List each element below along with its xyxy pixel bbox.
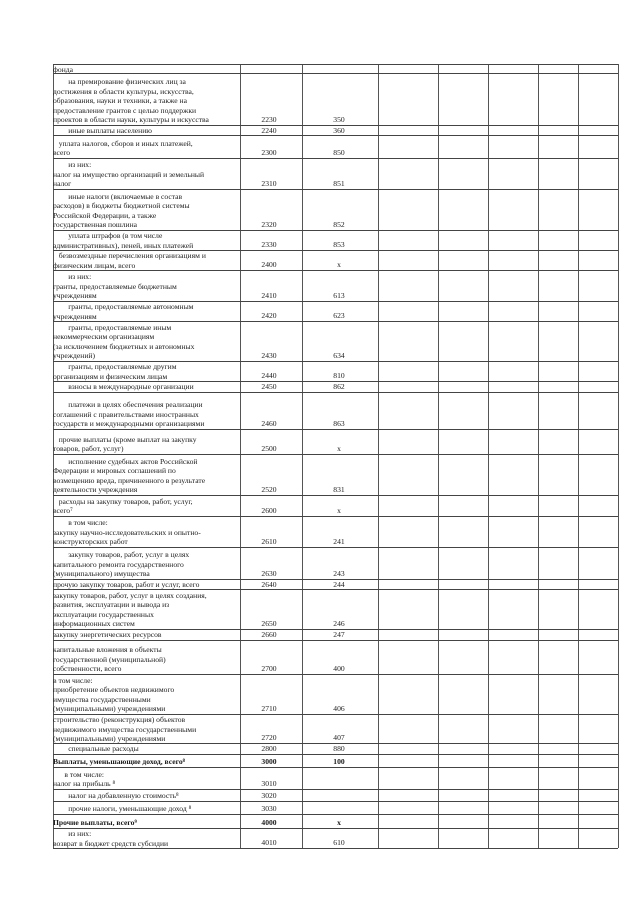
row-kbk-code: 862	[333, 382, 345, 391]
row-label	[53, 382, 239, 392]
row-kbk-code: 246	[333, 619, 345, 628]
row-code: 3020	[261, 791, 277, 800]
row-label	[53, 676, 239, 714]
row-kbk-code: 850	[333, 148, 345, 157]
table-row	[53, 454, 618, 495]
row-kbk-code: 610	[333, 838, 345, 847]
table-row	[53, 516, 618, 547]
row-code: 3000	[261, 757, 277, 766]
row-kbk-code: x	[337, 444, 341, 453]
row-label-line: налог	[53, 179, 72, 189]
row-label-line: платежи в целях обеспечения реализации	[53, 400, 203, 410]
row-label	[53, 400, 239, 429]
table-row	[53, 429, 618, 454]
row-code: 2600	[261, 506, 277, 515]
row-label-line: прочую закупку товаров, работ и услуг, всего	[53, 580, 200, 589]
row-kbk-code: 852	[333, 220, 345, 229]
row-code: 2450	[261, 382, 277, 391]
table-row	[53, 230, 618, 250]
row-label-line: расходов) в бюджеты бюджетной системы	[53, 201, 190, 211]
row-label-line: собственности, всего	[53, 664, 122, 674]
row-label-line: закупку энергетических ресурсов	[53, 630, 162, 640]
row-label-line: государственной (муниципальной)	[53, 654, 166, 664]
row-label-line: закупку товаров, работ, услуг в целях создания,	[53, 590, 207, 600]
row-label-line: (муниципального) имущества	[53, 569, 150, 579]
row-label-line: (муниципальными) учреждениями	[53, 704, 166, 714]
row-code: 2500	[261, 444, 277, 453]
table-row	[53, 158, 618, 189]
row-label	[53, 323, 239, 361]
row-label-line: административных), пеней, иных платежей	[53, 240, 194, 250]
row-label-line: уплата штрафов (в том числе	[53, 231, 163, 240]
row-label	[53, 804, 239, 814]
row-label	[53, 715, 239, 744]
table-row	[53, 381, 618, 392]
row-kbk-code: 853	[333, 240, 345, 249]
table-row	[53, 250, 618, 270]
row-label-line: исполнение судебных актов Российской	[53, 456, 198, 466]
row-label	[53, 192, 239, 230]
row-label-line: приобретение объектов недвижимого	[53, 685, 175, 695]
table-row	[53, 547, 618, 579]
row-label-line: деятельности учреждения	[53, 485, 138, 495]
table-row	[53, 801, 618, 814]
row-kbk-code: 243	[333, 569, 345, 578]
row-code: 2720	[261, 733, 277, 742]
row-label	[53, 791, 239, 801]
row-label-line: конструкторских работ	[53, 537, 128, 547]
row-code: 2650	[261, 619, 277, 628]
row-label-line: налог на добавленную стоимость⁸	[53, 791, 179, 801]
row-label-line: достижения в области культуры, искусства,	[53, 86, 194, 96]
row-code: 2460	[261, 419, 277, 428]
row-code: 4000	[261, 818, 277, 827]
table-row	[53, 321, 618, 361]
row-label-line: из них:	[53, 160, 92, 170]
row-code: 2300	[261, 148, 277, 157]
row-code: 2330	[261, 240, 277, 249]
row-code: 2520	[261, 485, 277, 494]
row-label	[53, 77, 239, 125]
row-label	[53, 139, 239, 158]
row-label-line: всего⁷	[53, 506, 73, 516]
row-label-line: возмещению вреда, причиненного в результате	[53, 475, 206, 485]
row-label-line: учреждениям	[53, 311, 97, 321]
row-kbk-code: 241	[333, 537, 345, 546]
row-code: 2610	[261, 537, 277, 546]
table-row	[53, 270, 618, 301]
row-label	[53, 160, 239, 189]
row-kbk-code: x	[337, 506, 341, 515]
row-label-line: иные выплаты населению	[53, 126, 152, 135]
row-label-line: учреждений)	[53, 351, 95, 361]
row-label-line: прочие выплаты (кроме выплат на закупку	[53, 434, 197, 444]
row-label-line: строительство (реконструкция) объектов	[53, 715, 186, 724]
row-code: 2310	[261, 179, 277, 188]
table-row	[53, 73, 618, 125]
row-label-line: образования, науки и техники, а также на	[53, 96, 187, 106]
row-code: 2800	[261, 744, 277, 753]
row-label-line: всего	[53, 148, 71, 158]
row-label-line: гранты, предоставляемые бюджетным	[53, 281, 177, 291]
table-row	[53, 743, 618, 754]
row-kbk-code: 623	[333, 311, 345, 320]
row-label-line: Прочие выплаты, всего⁹	[53, 818, 137, 828]
row-kbk-code: 350	[333, 115, 345, 124]
row-label	[53, 457, 239, 495]
row-kbk-code: 244	[333, 580, 345, 589]
table-row	[53, 754, 618, 767]
row-label	[53, 497, 239, 516]
row-code: 2660	[261, 630, 277, 639]
table-row	[53, 828, 618, 848]
row-kbk-code: x	[337, 818, 341, 827]
row-code: 2410	[261, 291, 277, 300]
row-label-line: специальные расходы	[53, 744, 139, 754]
table-row	[53, 767, 618, 789]
row-label-line: организациям и физическим лицам	[53, 371, 168, 381]
row-label	[53, 231, 239, 250]
row-label	[53, 630, 239, 640]
row-label-line: (муниципальными) учреждениями	[53, 734, 166, 744]
row-kbk-code: x	[337, 260, 341, 269]
table-bottom-border	[53, 848, 618, 849]
table-row	[53, 189, 618, 230]
row-label-line: прочие налоги, уменьшающие доход ⁸	[53, 804, 192, 814]
row-label	[53, 645, 239, 674]
row-code: 2420	[261, 311, 277, 320]
row-code: 2630	[261, 569, 277, 578]
row-label-line: Российской Федерации, а также	[53, 210, 157, 220]
table-row	[53, 814, 618, 828]
row-code: 2700	[261, 664, 277, 673]
row-code: 3030	[261, 804, 277, 813]
row-label	[53, 302, 239, 321]
row-label-line: Федерации и мировых соглашений по	[53, 466, 176, 476]
table-row	[53, 789, 618, 801]
row-kbk-code: 613	[333, 291, 345, 300]
row-label-line: расходы на закупку товаров, работ, услуг,	[53, 496, 193, 506]
row-label	[53, 744, 239, 754]
table-row	[53, 674, 618, 714]
row-label-line: гранты, предоставляемые иным	[53, 322, 172, 332]
row-label-line: взносы в международные организации	[53, 382, 194, 392]
table-row	[53, 629, 618, 640]
row-label-line: капитального ремонта государственного	[53, 559, 184, 569]
row-label-line: безвозмездные перечисления организациям и	[53, 251, 206, 260]
row-kbk-code: 407	[333, 733, 345, 742]
table-row	[53, 361, 618, 381]
row-label-line: иные налоги (включаемые в состав	[53, 191, 183, 201]
row-label-line: проектов в области науки, культуры и искусства	[53, 115, 209, 125]
table-row	[53, 589, 618, 629]
row-label-line: недвижимого имущества государственными	[53, 724, 197, 734]
row-label-line: в том числе:	[53, 518, 108, 528]
row-label-line: в том числе:	[53, 769, 104, 779]
row-code: 2710	[261, 704, 277, 713]
row-label-line: некоммерческим организациям	[53, 332, 155, 342]
table-row	[53, 640, 618, 674]
row-label-line: предоставление грантов с целью поддержки	[53, 105, 197, 115]
row-label-line: развития, эксплуатации и вывода из	[53, 600, 170, 610]
row-code: 2230	[261, 115, 277, 124]
row-label-line: уплата налогов, сборов и иных платежей,	[53, 138, 193, 148]
table-row	[53, 301, 618, 321]
row-label-line: имущества государственными	[53, 694, 151, 704]
table-row	[53, 714, 618, 743]
row-label-line: Выплаты, уменьшающие доход, всего⁸	[53, 757, 185, 767]
row-kbk-code: 831	[333, 485, 345, 494]
row-label	[53, 272, 239, 301]
table-row	[53, 135, 618, 158]
row-kbk-code: 247	[333, 630, 345, 639]
row-kbk-code: 100	[333, 757, 345, 766]
row-code: 2640	[261, 580, 277, 589]
table-row	[53, 495, 618, 516]
row-code: 2430	[261, 351, 277, 360]
row-kbk-code: 810	[333, 371, 345, 380]
row-label	[53, 770, 239, 789]
row-label	[53, 518, 239, 547]
row-kbk-code: 851	[333, 179, 345, 188]
row-kbk-code: 880	[333, 744, 345, 753]
row-label-line: возврат в бюджет средств субсидии	[53, 838, 169, 848]
row-kbk-code: 360	[333, 126, 345, 135]
table-row	[53, 125, 618, 135]
row-code: 2400	[261, 260, 277, 269]
row-code: 2440	[261, 371, 277, 380]
table-row	[53, 392, 618, 429]
column-rule	[618, 64, 619, 848]
row-label	[53, 362, 239, 381]
table-row	[53, 64, 618, 73]
row-label-line: государств и международными организациями	[53, 419, 205, 429]
row-label-line: соглашений с правительствами иностранных	[53, 409, 199, 419]
row-label-line: информационных систем	[53, 619, 135, 629]
row-label-line: фонда	[53, 65, 74, 74]
row-kbk-code: 634	[333, 351, 345, 360]
row-label-line: налог на имущество организаций и земельный	[53, 169, 205, 179]
row-label-line: эксплуатации государственных	[53, 609, 154, 619]
row-label-line: закупку товаров, работ, услуг в целях	[53, 550, 190, 560]
row-label-line: на премирование физических лиц за	[53, 77, 186, 86]
row-label-line: из них:	[53, 829, 92, 838]
row-label-line: гранты, предоставляемые другим	[53, 362, 177, 371]
row-label-line: из них:	[53, 272, 92, 282]
row-label	[53, 435, 239, 454]
row-kbk-code: 863	[333, 419, 345, 428]
row-label-line: (за исключением бюджетных и автономных	[53, 341, 195, 351]
row-label	[53, 550, 239, 579]
row-kbk-code: 406	[333, 704, 345, 713]
row-label-line: гранты, предоставляемые автономным	[53, 302, 194, 311]
row-label-line: в том числе:	[53, 675, 93, 685]
row-label	[53, 757, 239, 767]
row-label-line: государственная пошлина	[53, 220, 138, 230]
row-label	[53, 251, 239, 270]
row-kbk-code: 400	[333, 664, 345, 673]
row-label-line: капитальные вложения в объекты	[53, 645, 162, 655]
row-label	[53, 829, 239, 848]
row-label-line: учреждениям	[53, 291, 97, 301]
row-label-line: физическим лицам, всего	[53, 260, 136, 270]
row-code: 2320	[261, 220, 277, 229]
row-label	[53, 818, 239, 828]
row-code: 3010	[261, 779, 277, 788]
table-row	[53, 579, 618, 589]
row-label	[53, 591, 239, 629]
row-label-line: товаров, работ, услуг)	[53, 444, 124, 454]
row-code: 4010	[261, 838, 277, 847]
row-label-line: закупку научно-исследовательских и опытно-	[53, 527, 201, 537]
row-label-line: налог на прибыль ⁸	[53, 779, 116, 789]
row-code: 2240	[261, 126, 277, 135]
